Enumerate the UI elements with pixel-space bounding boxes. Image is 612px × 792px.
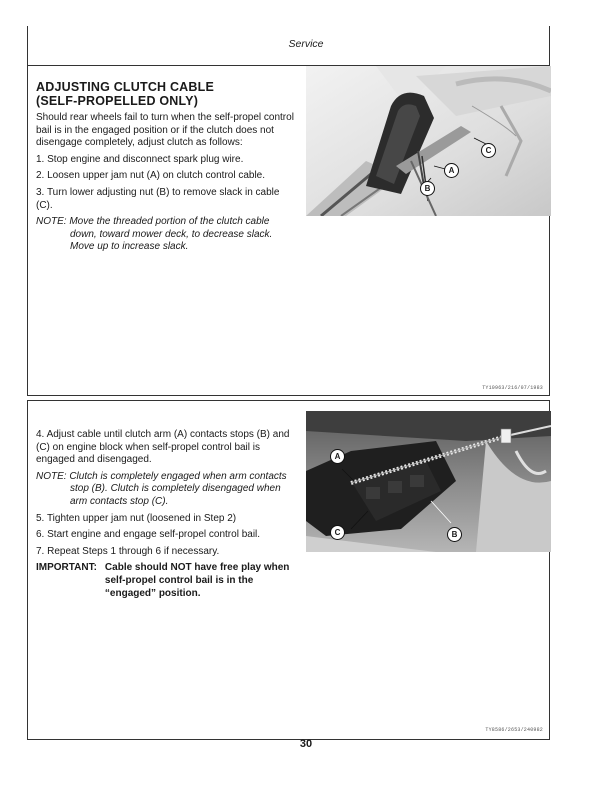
section-title [36,81,298,108]
callout-b: B [447,527,462,542]
callout-c: C [330,525,345,540]
important-warning [36,562,298,600]
step-5: 5. Tighten upper jam nut (loosened in Step 2) [36,512,237,524]
callout-a: A [330,449,345,464]
note-slack: NOTE: Move the threaded portion of the clutch cable down, toward mower deck, to decrease slack. Move up to increase slack. [36,216,273,253]
important-label: IMPORTANT: [36,562,97,574]
image-reference-code: TY8586/2653/240982 [485,727,543,733]
instruction-text [36,81,298,258]
section-header: Service [288,38,324,50]
step-7: 7. Repeat Steps 1 through 6 if necessary. [36,545,220,557]
step-6: 6. Start engine and engage self-propel control bail. [36,529,261,541]
title-line-2: (SELF-PROPELLED ONLY) [36,93,199,108]
step-4: 4. Adjust cable until clutch arm (A) contacts stops (B) and (C) on engine block when self-propel control bail is engaged and disengaged. [36,429,290,466]
step-1: 1. Stop engine and disconnect spark plug wire. [36,153,244,165]
clutch-arm-adjust-panel [27,400,550,740]
callout-a: A [444,163,459,178]
intro-paragraph: Should rear wheels fail to turn when the self-propel control bail is in the engaged position or if the clutch does not disengage completely, adjust clutch as follows: [36,112,294,149]
page-number: 30 [299,738,313,750]
callout-c: C [481,143,496,158]
step-2: 2. Loosen upper jam nut (A) on clutch control cable. [36,170,266,182]
important-text: Cable should NOT have free play when self-propel control bail is in the “engaged” position. [104,562,290,599]
instruction-text [36,429,298,600]
step-3: 3. Turn lower adjusting nut (B) to remove slack in cable (C). [36,186,280,211]
callout-b: B [420,181,435,196]
title-line-1: ADJUSTING CLUTCH CABLE [36,80,215,94]
image-reference-code: TY10963/216/07/1983 [482,385,543,391]
clutch-cable-adjust-panel [27,65,550,396]
note-engagement: NOTE: Clutch is completely engaged when arm contacts stop (B). Clutch is completely disengaged when arm contacts stop (C). [36,470,287,507]
